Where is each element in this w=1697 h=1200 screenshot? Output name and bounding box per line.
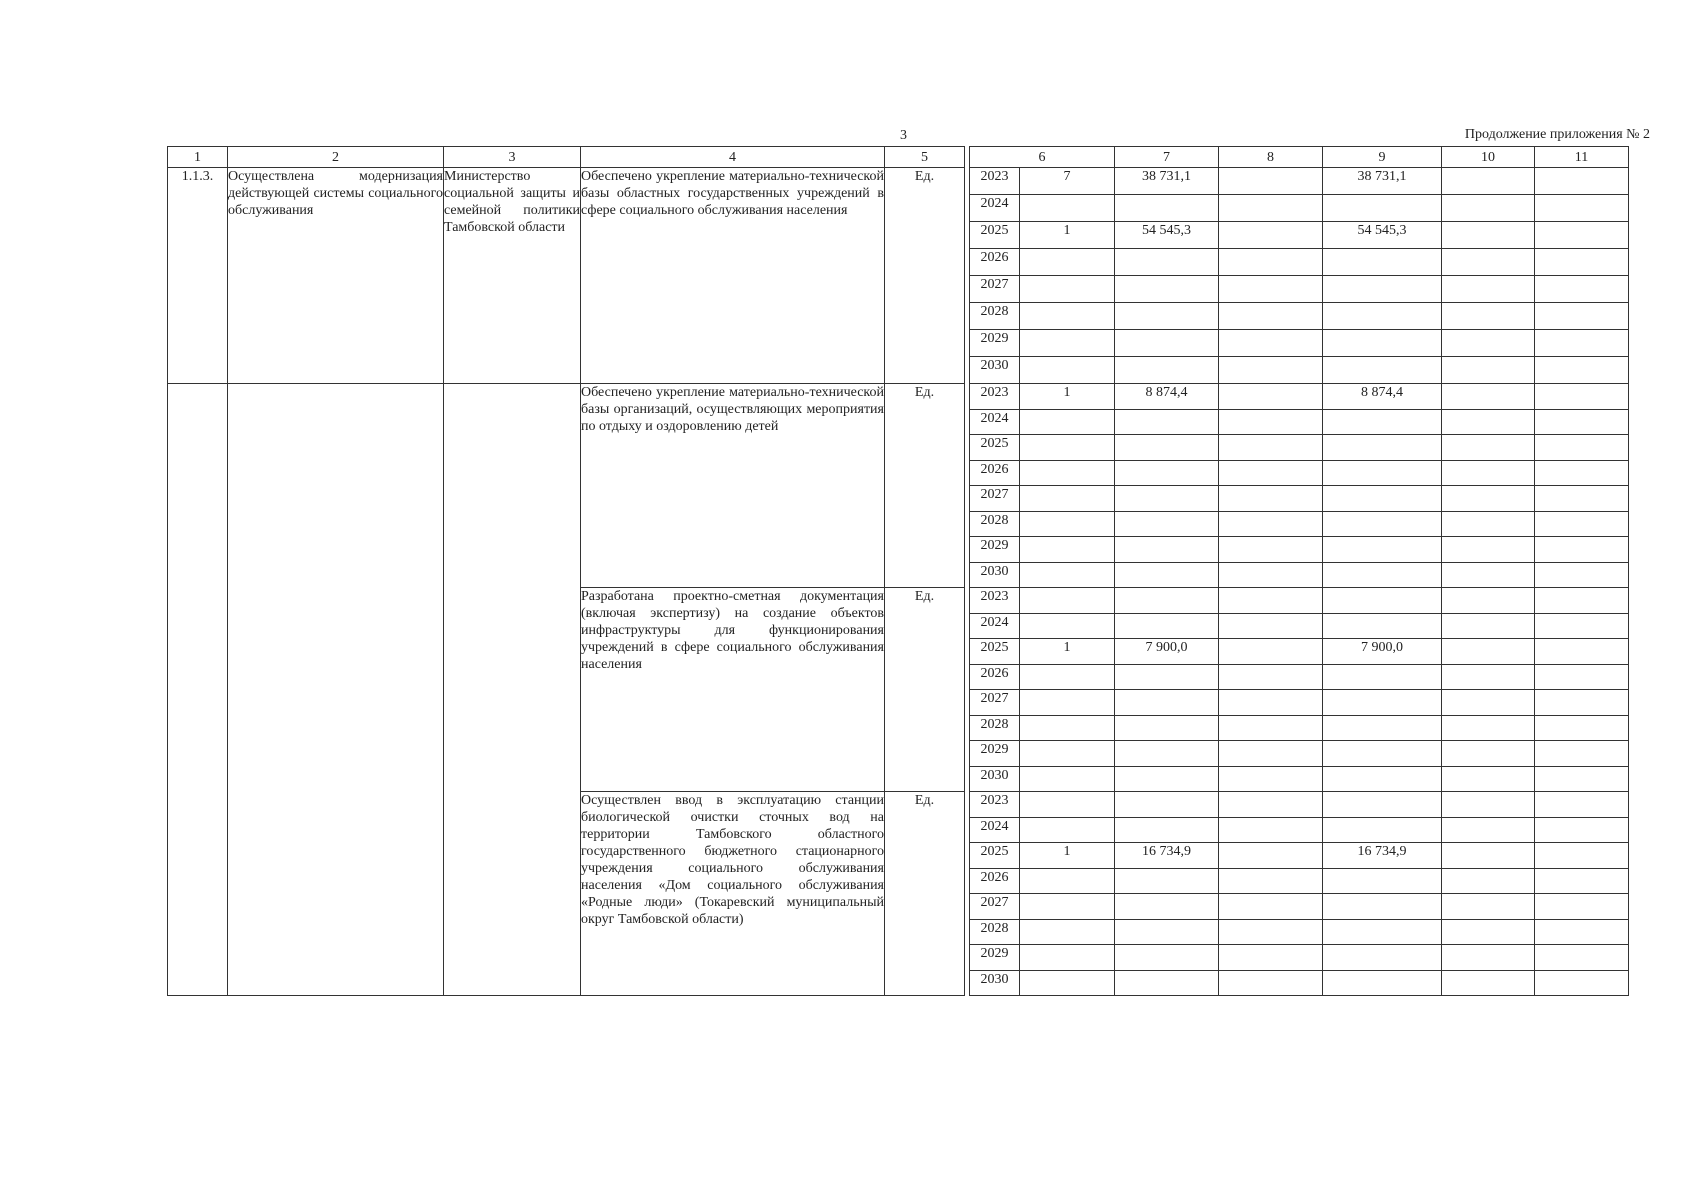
year-cell: 2030 — [970, 970, 1020, 996]
value-cell-c8 — [1219, 894, 1323, 920]
year-cell: 2025 — [970, 222, 1020, 249]
value-cell-c10 — [1442, 664, 1535, 690]
value-cell-c6 — [1020, 766, 1115, 792]
value-cell-c11 — [1535, 303, 1629, 330]
value-cell-c6 — [1020, 330, 1115, 357]
value-cell-c6 — [1020, 562, 1115, 588]
value-cell-c10 — [1442, 894, 1535, 920]
value-cell-c6 — [1020, 715, 1115, 741]
value-cell-c8 — [1219, 330, 1323, 357]
value-cell-c10 — [1442, 409, 1535, 435]
column-header: 8 — [1219, 147, 1323, 168]
value-cell-c8 — [1219, 741, 1323, 767]
column-header: 4 — [581, 147, 885, 168]
item-name: Осуществлена модернизация действующей системы социального обслуживания — [228, 168, 444, 384]
value-cell-c8 — [1219, 409, 1323, 435]
value-cell-c10 — [1442, 562, 1535, 588]
item-code: 1.1.3. — [168, 168, 228, 384]
value-cell-c6 — [1020, 613, 1115, 639]
value-cell-c6 — [1020, 276, 1115, 303]
column-header: 11 — [1535, 147, 1629, 168]
value-cell-c7 — [1115, 945, 1219, 971]
value-cell-c11 — [1535, 766, 1629, 792]
page-number: 3 — [900, 128, 907, 143]
year-cell: 2023 — [970, 792, 1020, 818]
year-cell: 2027 — [970, 276, 1020, 303]
value-cell-c9 — [1323, 817, 1442, 843]
value-cell-c10 — [1442, 435, 1535, 461]
value-cell-c7 — [1115, 249, 1219, 276]
year-cell: 2027 — [970, 894, 1020, 920]
year-cell: 2027 — [970, 486, 1020, 512]
value-cell-c6 — [1020, 486, 1115, 512]
continuation-caption: Продолжение приложения № 2 — [1464, 127, 1650, 142]
year-cell: 2025 — [970, 843, 1020, 869]
value-cell-c8 — [1219, 168, 1323, 195]
table-row — [168, 384, 1629, 410]
value-cell-c9 — [1323, 511, 1442, 537]
value-cell-c9 — [1323, 195, 1442, 222]
value-cell-c10 — [1442, 588, 1535, 614]
column-header: 9 — [1323, 147, 1442, 168]
year-cell: 2028 — [970, 919, 1020, 945]
value-cell-c9 — [1323, 690, 1442, 716]
value-cell-c9 — [1323, 919, 1442, 945]
value-cell-c10 — [1442, 384, 1535, 410]
value-cell-c6 — [1020, 792, 1115, 818]
unit-cell: Ед. — [885, 588, 965, 792]
value-cell-c11 — [1535, 664, 1629, 690]
value-cell-c8 — [1219, 639, 1323, 665]
year-cell: 2030 — [970, 766, 1020, 792]
column-header: 5 — [885, 147, 965, 168]
year-cell: 2024 — [970, 613, 1020, 639]
value-cell-c9 — [1323, 435, 1442, 461]
value-cell-c11 — [1535, 792, 1629, 818]
value-cell-c7 — [1115, 357, 1219, 384]
year-cell: 2024 — [970, 409, 1020, 435]
value-cell-c11 — [1535, 817, 1629, 843]
value-cell-c11 — [1535, 511, 1629, 537]
value-cell-c7 — [1115, 303, 1219, 330]
value-cell-c8 — [1219, 435, 1323, 461]
value-cell-c8 — [1219, 588, 1323, 614]
item-code-empty — [168, 384, 228, 996]
value-cell-c9 — [1323, 562, 1442, 588]
value-cell-c11 — [1535, 894, 1629, 920]
value-cell-c10 — [1442, 945, 1535, 971]
value-cell-c10 — [1442, 970, 1535, 996]
value-cell-c10 — [1442, 766, 1535, 792]
year-cell: 2026 — [970, 460, 1020, 486]
value-cell-c6 — [1020, 817, 1115, 843]
value-cell-c7 — [1115, 486, 1219, 512]
value-cell-c6 — [1020, 690, 1115, 716]
value-cell-c6 — [1020, 195, 1115, 222]
result-description: Осуществлен ввод в эксплуатацию станции биологической очистки сточных вод на территории Тамбовского областного государственного бюджетного стационарного учреждения социального обслуживания населения «Дом социального обслуживания «Родные люди» (Токаревский муниципальный округ Тамбовской области) — [581, 792, 885, 996]
value-cell-c7 — [1115, 276, 1219, 303]
value-cell-c7 — [1115, 792, 1219, 818]
value-cell-c11 — [1535, 409, 1629, 435]
value-cell-c10 — [1442, 357, 1535, 384]
value-cell-c10 — [1442, 843, 1535, 869]
value-cell-c7 — [1115, 817, 1219, 843]
value-cell-c11 — [1535, 276, 1629, 303]
value-cell-c7 — [1115, 195, 1219, 222]
value-cell-c9 — [1323, 588, 1442, 614]
value-cell-c6 — [1020, 409, 1115, 435]
item-executor-empty — [444, 384, 581, 996]
value-cell-c8 — [1219, 249, 1323, 276]
value-cell-c11 — [1535, 639, 1629, 665]
value-cell-c11 — [1535, 486, 1629, 512]
value-cell-c11 — [1535, 357, 1629, 384]
value-cell-c8 — [1219, 817, 1323, 843]
value-cell-c7 — [1115, 511, 1219, 537]
value-cell-c7 — [1115, 894, 1219, 920]
year-cell: 2029 — [970, 330, 1020, 357]
value-cell-c8 — [1219, 460, 1323, 486]
value-cell-c7 — [1115, 766, 1219, 792]
value-cell-c8 — [1219, 945, 1323, 971]
value-cell-c6 — [1020, 894, 1115, 920]
value-cell-c6 — [1020, 919, 1115, 945]
value-cell-c9: 38 731,1 — [1323, 168, 1442, 195]
value-cell-c9 — [1323, 330, 1442, 357]
value-cell-c8 — [1219, 195, 1323, 222]
value-cell-c10 — [1442, 195, 1535, 222]
value-cell-c9 — [1323, 249, 1442, 276]
value-cell-c8 — [1219, 664, 1323, 690]
value-cell-c11 — [1535, 330, 1629, 357]
column-header: 6 — [970, 147, 1115, 168]
value-cell-c8 — [1219, 843, 1323, 869]
value-cell-c6: 7 — [1020, 168, 1115, 195]
value-cell-c9 — [1323, 945, 1442, 971]
value-cell-c7 — [1115, 690, 1219, 716]
year-cell: 2028 — [970, 303, 1020, 330]
result-description: Обеспечено укрепление материально-технической базы организаций, осуществляющих мероприятия по отдыху и оздоровлению детей — [581, 384, 885, 588]
result-description: Обеспечено укрепление материально-технической базы областных государственных учреждений в сфере социального обслуживания населения — [581, 168, 885, 384]
value-cell-c6 — [1020, 460, 1115, 486]
column-header: 3 — [444, 147, 581, 168]
value-cell-c11 — [1535, 168, 1629, 195]
value-cell-c6 — [1020, 970, 1115, 996]
value-cell-c10 — [1442, 249, 1535, 276]
value-cell-c8 — [1219, 919, 1323, 945]
value-cell-c6 — [1020, 664, 1115, 690]
value-cell-c6: 1 — [1020, 843, 1115, 869]
year-cell: 2023 — [970, 168, 1020, 195]
value-cell-c9 — [1323, 276, 1442, 303]
value-cell-c9 — [1323, 486, 1442, 512]
value-cell-c10 — [1442, 460, 1535, 486]
value-cell-c9: 16 734,9 — [1323, 843, 1442, 869]
value-cell-c6 — [1020, 435, 1115, 461]
value-cell-c10 — [1442, 486, 1535, 512]
value-cell-c7 — [1115, 613, 1219, 639]
column-header: 7 — [1115, 147, 1219, 168]
value-cell-c11 — [1535, 460, 1629, 486]
value-cell-c8 — [1219, 276, 1323, 303]
year-cell: 2027 — [970, 690, 1020, 716]
year-cell: 2023 — [970, 384, 1020, 410]
value-cell-c11 — [1535, 690, 1629, 716]
value-cell-c10 — [1442, 919, 1535, 945]
value-cell-c7 — [1115, 970, 1219, 996]
value-cell-c9 — [1323, 664, 1442, 690]
value-cell-c6 — [1020, 537, 1115, 563]
value-cell-c6 — [1020, 588, 1115, 614]
year-cell: 2028 — [970, 511, 1020, 537]
item-name-empty — [228, 384, 444, 996]
value-cell-c9 — [1323, 303, 1442, 330]
value-cell-c8 — [1219, 766, 1323, 792]
value-cell-c10 — [1442, 741, 1535, 767]
year-cell: 2026 — [970, 664, 1020, 690]
year-cell: 2026 — [970, 249, 1020, 276]
appendix-table — [167, 146, 1629, 996]
year-cell: 2025 — [970, 435, 1020, 461]
value-cell-c11 — [1535, 741, 1629, 767]
value-cell-c6 — [1020, 868, 1115, 894]
value-cell-c6 — [1020, 511, 1115, 537]
value-cell-c6 — [1020, 303, 1115, 330]
value-cell-c10 — [1442, 817, 1535, 843]
value-cell-c7 — [1115, 562, 1219, 588]
value-cell-c9: 8 874,4 — [1323, 384, 1442, 410]
value-cell-c6: 1 — [1020, 639, 1115, 665]
value-cell-c11 — [1535, 222, 1629, 249]
value-cell-c8 — [1219, 303, 1323, 330]
value-cell-c7 — [1115, 537, 1219, 563]
value-cell-c11 — [1535, 435, 1629, 461]
value-cell-c7 — [1115, 664, 1219, 690]
value-cell-c8 — [1219, 511, 1323, 537]
year-cell: 2030 — [970, 357, 1020, 384]
value-cell-c10 — [1442, 715, 1535, 741]
year-cell: 2028 — [970, 715, 1020, 741]
value-cell-c6 — [1020, 249, 1115, 276]
value-cell-c7: 38 731,1 — [1115, 168, 1219, 195]
year-cell: 2029 — [970, 741, 1020, 767]
year-cell: 2024 — [970, 195, 1020, 222]
year-cell: 2026 — [970, 868, 1020, 894]
value-cell-c7 — [1115, 409, 1219, 435]
value-cell-c6 — [1020, 741, 1115, 767]
value-cell-c7 — [1115, 460, 1219, 486]
value-cell-c9 — [1323, 970, 1442, 996]
value-cell-c11 — [1535, 195, 1629, 222]
year-cell: 2024 — [970, 817, 1020, 843]
value-cell-c6: 1 — [1020, 384, 1115, 410]
value-cell-c6 — [1020, 945, 1115, 971]
value-cell-c9: 7 900,0 — [1323, 639, 1442, 665]
value-cell-c10 — [1442, 168, 1535, 195]
value-cell-c11 — [1535, 868, 1629, 894]
value-cell-c7 — [1115, 588, 1219, 614]
year-cell: 2029 — [970, 537, 1020, 563]
column-header: 1 — [168, 147, 228, 168]
value-cell-c9 — [1323, 792, 1442, 818]
value-cell-c7 — [1115, 435, 1219, 461]
value-cell-c7 — [1115, 330, 1219, 357]
value-cell-c8 — [1219, 792, 1323, 818]
value-cell-c10 — [1442, 868, 1535, 894]
unit-cell: Ед. — [885, 168, 965, 384]
value-cell-c8 — [1219, 562, 1323, 588]
unit-cell: Ед. — [885, 384, 965, 588]
value-cell-c10 — [1442, 639, 1535, 665]
column-number-row — [168, 147, 1629, 168]
value-cell-c8 — [1219, 970, 1323, 996]
value-cell-c8 — [1219, 357, 1323, 384]
value-cell-c10 — [1442, 276, 1535, 303]
result-description: Разработана проектно-сметная документация (включая экспертизу) на создание объектов инфраструктуры для функционирования учреждений в сфере социального обслуживания населения — [581, 588, 885, 792]
value-cell-c11 — [1535, 919, 1629, 945]
value-cell-c9 — [1323, 868, 1442, 894]
value-cell-c8 — [1219, 384, 1323, 410]
value-cell-c9 — [1323, 613, 1442, 639]
value-cell-c6: 1 — [1020, 222, 1115, 249]
value-cell-c9 — [1323, 409, 1442, 435]
column-header: 10 — [1442, 147, 1535, 168]
value-cell-c10 — [1442, 511, 1535, 537]
value-cell-c6 — [1020, 357, 1115, 384]
unit-cell: Ед. — [885, 792, 965, 996]
value-cell-c11 — [1535, 613, 1629, 639]
value-cell-c11 — [1535, 249, 1629, 276]
value-cell-c11 — [1535, 537, 1629, 563]
value-cell-c8 — [1219, 486, 1323, 512]
value-cell-c7 — [1115, 715, 1219, 741]
year-cell: 2030 — [970, 562, 1020, 588]
value-cell-c7: 54 545,3 — [1115, 222, 1219, 249]
value-cell-c9 — [1323, 741, 1442, 767]
value-cell-c9 — [1323, 537, 1442, 563]
value-cell-c8 — [1219, 613, 1323, 639]
value-cell-c10 — [1442, 222, 1535, 249]
value-cell-c7 — [1115, 919, 1219, 945]
value-cell-c7: 7 900,0 — [1115, 639, 1219, 665]
value-cell-c10 — [1442, 537, 1535, 563]
item-executor: Министерство социальной защиты и семейной политики Тамбовской области — [444, 168, 581, 384]
value-cell-c10 — [1442, 330, 1535, 357]
year-cell: 2023 — [970, 588, 1020, 614]
value-cell-c11 — [1535, 384, 1629, 410]
value-cell-c10 — [1442, 613, 1535, 639]
value-cell-c9 — [1323, 460, 1442, 486]
value-cell-c11 — [1535, 843, 1629, 869]
year-cell: 2025 — [970, 639, 1020, 665]
value-cell-c9 — [1323, 894, 1442, 920]
value-cell-c11 — [1535, 588, 1629, 614]
value-cell-c8 — [1219, 868, 1323, 894]
value-cell-c11 — [1535, 562, 1629, 588]
value-cell-c7 — [1115, 741, 1219, 767]
value-cell-c7 — [1115, 868, 1219, 894]
value-cell-c11 — [1535, 945, 1629, 971]
value-cell-c9: 54 545,3 — [1323, 222, 1442, 249]
value-cell-c11 — [1535, 970, 1629, 996]
column-header: 2 — [228, 147, 444, 168]
table-row — [168, 168, 1629, 195]
value-cell-c8 — [1219, 690, 1323, 716]
value-cell-c8 — [1219, 537, 1323, 563]
value-cell-c8 — [1219, 222, 1323, 249]
value-cell-c11 — [1535, 715, 1629, 741]
value-cell-c10 — [1442, 303, 1535, 330]
value-cell-c7: 8 874,4 — [1115, 384, 1219, 410]
value-cell-c7: 16 734,9 — [1115, 843, 1219, 869]
value-cell-c9 — [1323, 715, 1442, 741]
value-cell-c9 — [1323, 766, 1442, 792]
value-cell-c10 — [1442, 792, 1535, 818]
year-cell: 2029 — [970, 945, 1020, 971]
value-cell-c10 — [1442, 690, 1535, 716]
value-cell-c8 — [1219, 715, 1323, 741]
value-cell-c9 — [1323, 357, 1442, 384]
